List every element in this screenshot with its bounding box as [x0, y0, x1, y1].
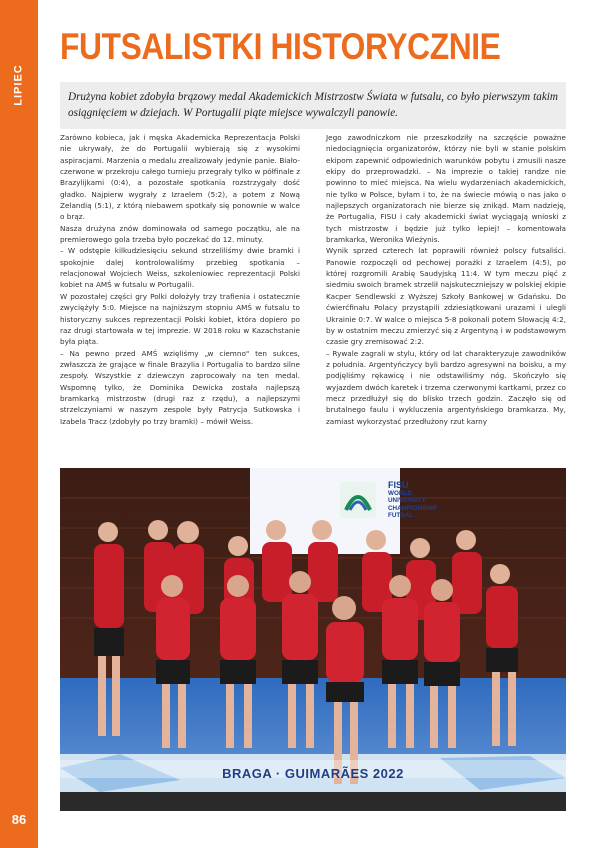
paragraph: W pozostałej części gry Polki dołożyły trzy trafienia i ostatecznie zwyciężyły 5:0. Miejsce na najniższym stopniu AMŚ w futsalu to historyczny sukces reprezentacji Polski kobiet, która dopiero po raz drugi startowała w tej imprezie. W 2018 roku w Kazachstanie była piąta.: [60, 291, 300, 347]
right-text-column: [326, 132, 566, 427]
article-lead: Drużyna kobiet zdobyła brązowy medal Akademickich Mistrzostw Świata w futsalu, co było pierwszym takim osiągnięciem w dziejach. W Portugalii piąte miejsce wywalczyli panowie.: [60, 82, 566, 129]
championship-banner: [328, 478, 468, 522]
banner-line: CHAMPIONSHIP: [388, 504, 437, 512]
banner-location: BRAGA · GUIMARÃES 2022: [222, 766, 404, 781]
fisu-logo-icon: [336, 480, 380, 520]
paragraph: – Rywale zagrali w stylu, który od lat charakteryzuje zawodników z południa. Argentyńczycy byli bardzo agresywni na boisku, a my podjęliśmy rękawicę i nie odstawiliśmy nóg. Skończyło się wyjazdem dwóch karetek i trzema czerwonymi kartkami, przez co mecz przedłużył się do blisko trzech godzin. Zaczęło się od brutalnego faulu i wykluczenia argentyńskiego bramkarza. My, zamiast wykorzystać przedłużony rzut karny: [326, 348, 566, 426]
article-title: FUTSALISTKI HISTORYCZNIE: [60, 26, 501, 67]
banner-line: FUTSAL: [388, 512, 413, 519]
paragraph: Wynik sprzed czterech lat poprawili również polscy futsaliści. Panowie rozpoczęli od pechowej porażki z Izraelem (4:5), po której rozgromili Arabię Saudyjską 11:4. W tym meczu pięć z siedmiu swoich bramek strzelił najskuteczniejszy w polskiej ekipie Kacper Sendlewski z Wyższej Szkoły Bankowej w Gdańsku. Do ćwierćfinału Polacy przystąpili zdziesiątkowani urazami i ulegli Ukrainie 0:7. W walce o miejsca 5-8 pokonali potem Słowację 4:2, by w ostatnim meczu zmierzyć się z Argentyną i w podstawowym czasie gry zremisować 2:2.: [326, 246, 566, 347]
section-label-text: LIPIEC: [13, 64, 26, 106]
page-number: 86: [11, 812, 27, 827]
paragraph: Zarówno kobieca, jak i męska Akademicka Reprezentacja Polski nie ukrywały, że do Portugalii wybierają się z wysokimi aspiracjami. Marzenia o medalu zrealizowały jedynie panie. Biało-czerwone w przekroju całego turnieju przegrały tylko w półfinale z Brazylijkami (0:4), a pozostałe spotkania rozstrzygały dość gładko. Najpierw wygrały z Izraelem (5:2), a potem z Nową Zelandią (5:1), z którą niebawem spotkały się ponownie w walce o brąz.: [60, 133, 300, 222]
section-label: [6, 40, 32, 130]
paragraph: – W odstępie kilkudziesięciu sekund strzeliliśmy dwie bramki i spokojnie dalej kontrolowaliśmy przebieg spotkania – relacjonował Wojciech Weiss, szkoleniowiec reprezentacji Polski kobiet na AMŚ w futsalu w Portugalii.: [60, 246, 300, 290]
team-photo-illustration: [60, 468, 566, 811]
side-accent-bar: [0, 0, 38, 848]
team-photo: [60, 468, 566, 811]
paragraph: Jego zawodniczkom nie przeszkodziły na szczęście poważne niedociągnięcia organizatorów, którzy nie byli w stanie polskim ekipom zapewnić odpowiednich warunków pobytu i zmusili nasze ekipy do przeprowadzki. – Na imprezie o takiej randze nie powinno to mieć miejsca. Na wielu wydarzeniach akademickich, nie tylko w Polsce, byłam i to, że na świecie mówią o nas jako o najlepszych organizatorach nie bierze się znikąd. Mam nadzieję, że Portugalia, FISU i cały akademicki świat wyciągają wnioski z tych mistrzostw i będzie już tylko lepiej! – komentowała bramkarka, Weronika Wieżynis.: [326, 133, 566, 245]
paragraph: – Na pewno przed AMŚ wzięliśmy „w ciemno" ten sukces, zwłaszcza że grające w finale Brazylia i Portugalia to bardzo silne zespoły. Wszystkie z dziewczyn zaprocowały na ten medal. Wspomnę tylko, że Dominika Dewicka została najlepszą bramkarką mistrzostw (drugi raz z rzędu), a najlepszymi strzelczyniami w naszym zespole były Patrycja Sutkowska i Izabela Tracz (zdobyły po trzy bramki) – mówił Weiss.: [60, 348, 300, 426]
paragraph: Nasza drużyna znów dominowała od samego początku, ale na premierowego gola trzeba było poczekać do 12. minuty.: [60, 223, 300, 245]
banner-line: UNIVERSITY: [388, 497, 426, 504]
banner-line: WORLD: [388, 489, 412, 497]
left-text-column: [60, 132, 300, 427]
banner-fisu: FISU: [388, 480, 409, 490]
